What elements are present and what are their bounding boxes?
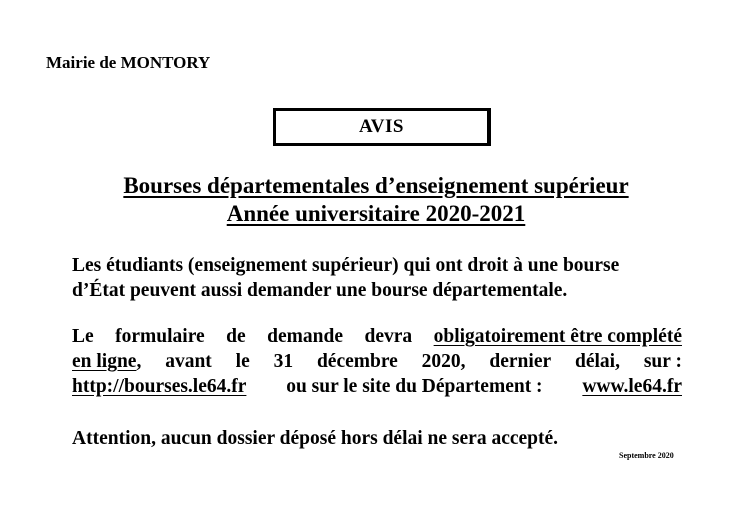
paragraph-application-line-3 <box>72 374 682 399</box>
word: devra <box>364 326 413 347</box>
issuer-name: Mairie de MONTORY <box>46 53 211 72</box>
paragraph-warning: Attention, aucun dossier déposé hors délai ne sera accepté. <box>72 428 559 449</box>
word: décembre <box>316 351 398 372</box>
bourses-link[interactable]: http://bourses.le64.fr <box>72 376 247 397</box>
paragraph-eligibility-line-2: d’État peuvent aussi demander une bourse départementale. <box>72 280 568 301</box>
word: le <box>235 351 250 372</box>
paragraph-application-line-2 <box>72 349 682 374</box>
notice-date: Septembre 2020 <box>619 451 674 460</box>
paragraph-eligibility <box>72 253 682 303</box>
word: sur : <box>643 351 682 372</box>
paragraph-eligibility-line-1: Les étudiants (enseignement supérieur) qui ont droit à une bourse <box>72 255 620 276</box>
word: de <box>226 326 246 347</box>
paragraph-application <box>72 324 682 399</box>
word: délai, <box>575 351 620 372</box>
department-site-text: ou sur le site du Département : <box>286 376 543 397</box>
title-line-1: Bourses départementales d’enseignement supérieur <box>123 173 629 198</box>
word: avant <box>165 351 212 372</box>
word: dernier <box>489 351 552 372</box>
online-group <box>72 349 141 374</box>
paragraph-application-line-1 <box>72 324 682 349</box>
word: demande <box>267 326 343 347</box>
word: , <box>136 351 142 372</box>
avis-box <box>273 108 491 146</box>
word: Le <box>72 326 94 347</box>
online-emphasis: en ligne <box>72 351 137 372</box>
word: 2020, <box>421 351 466 372</box>
word: formulaire <box>115 326 205 347</box>
title-line-2: Année universitaire 2020-2021 <box>226 201 526 226</box>
mandatory-online-emphasis: obligatoirement être complété <box>433 326 682 347</box>
department-link[interactable]: www.le64.fr <box>582 376 682 397</box>
avis-label: AVIS <box>359 116 404 137</box>
word: 31 <box>273 351 294 372</box>
